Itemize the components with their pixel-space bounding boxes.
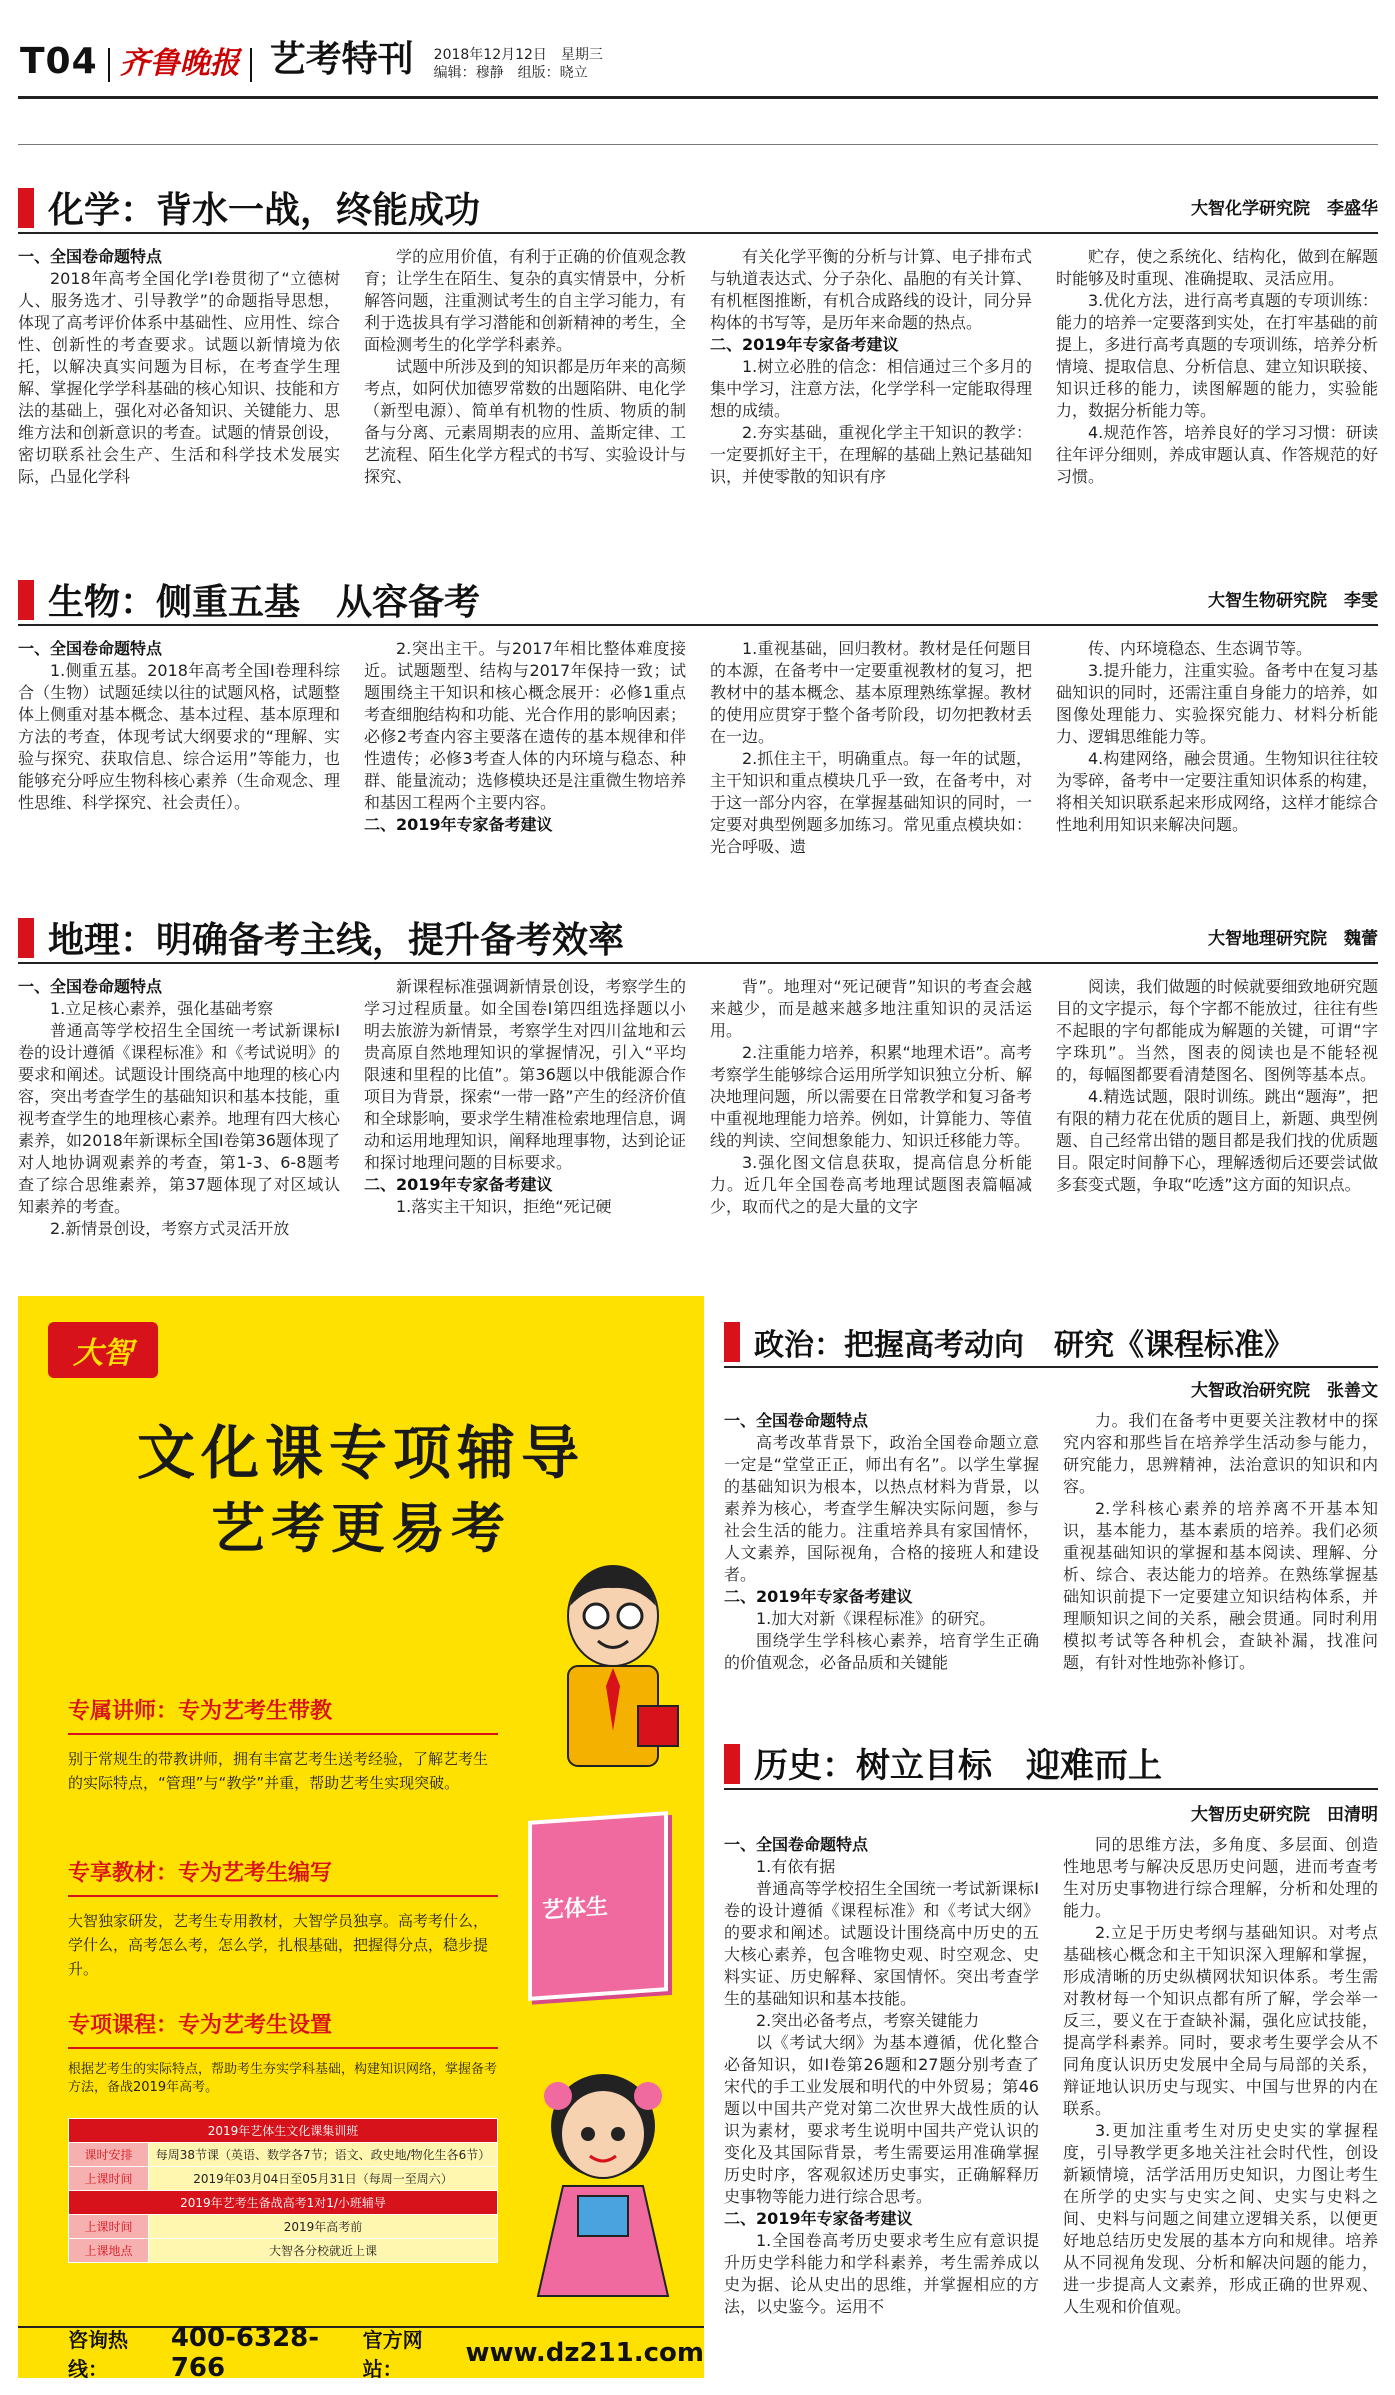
page-header (20, 22, 1375, 82)
subheading: 一、全国卷命题特点 (18, 977, 163, 996)
title-bar (18, 918, 34, 958)
paragraph: 2.突出必备考点，考察关键能力 (756, 2011, 980, 2030)
subheading: 一、全国卷命题特点 (18, 247, 163, 266)
ad-block-teacher (68, 1694, 498, 1795)
header-divider (108, 48, 110, 82)
title-rule (724, 1366, 1378, 1368)
text-column (18, 638, 340, 878)
paragraph: 1.立足核心素养，强化基础考察 (50, 999, 274, 1018)
text-column (364, 976, 686, 1266)
title-bar (18, 580, 34, 620)
text-column (1063, 1410, 1378, 1710)
newspaper-logo: 齐鲁晚报 (119, 46, 240, 81)
paragraph: 1.重视基础，回归教材。教材是任何题目的本源，在备考中一定要重视教材的复习，把教材中的基本概念、基本原理熟练掌握。教材的使用应贯穿于整个备考阶段，切勿把教材丢在一边。 (710, 639, 1032, 746)
ad-headline: 文化课专项辅导 (136, 1419, 585, 1487)
textbook-label: 艺体生 (542, 1894, 609, 1924)
article-history (724, 1744, 1378, 2384)
text-column (1056, 638, 1378, 878)
title-rule (18, 624, 1378, 626)
paragraph: 普通高等学校招生全国统一考试新课标I卷的设计遵循《课程标准》和《考试说明》的要求和阐述。试题设计围绕高中地理的核心内容，突出考查学生的基础知识和基本技能，重视考查学生的地理核心素养。地理有四大核心素养，如2018年新课标全国I卷第36题体现了对人地协调观素养的考查，第1-3、6-8题考查了综合思维素养，第37题体现了对区域认知素养的考查。 (18, 1021, 340, 1216)
text-column (724, 1410, 1039, 1710)
header-subrule (18, 144, 1378, 145)
paragraph: 力。我们在备考中更要关注教材中的探究内容和那些旨在培养学生活动参与能力，研究能力，思辨精神，法治意识的知识和内容。 (1063, 1411, 1378, 1496)
subheading: 二、2019年专家备考建议 (364, 1175, 553, 1194)
table-value: 2019年高考前 (149, 2215, 498, 2239)
website-url: www.dz211.com (465, 2338, 704, 2368)
paragraph: 4.构建网络，融会贯通。生物知识往往较为零碎，备考中一定要注重知识体系的构建，将相关知识联系起来形成网络，这样才能综合性地利用知识来解决问题。 (1056, 749, 1378, 834)
paragraph: 1.树立必胜的信念：相信通过三个多月的集中学习，注意方法，化学学科一定能取得理想的成绩。 (710, 357, 1032, 420)
subheading: 二、2019年专家备考建议 (364, 815, 553, 834)
ad-block-text: 别于常规生的带教讲师，拥有丰富艺考生送考经验，了解艺考生的实际特点，“管理”与“教学”并重，帮助艺考生实现突破。 (68, 1750, 489, 1792)
page-number: T04 (20, 41, 98, 82)
article-body (724, 1410, 1378, 1710)
paragraph: 2.学科核心素养的培养离不开基本知识，基本能力，基本素质的培养。我们必须重视基础知识的掌握和基本阅读、理解、分析、综合、表达能力的培养。在熟练掌握基础知识前提下一定要建立知识结构体系，并理顺知识之间的关系，融会贯通。同时利用模拟考试等各种机会，查缺补漏，找准问题，有针对性地弥补修订。 (1063, 1499, 1378, 1672)
text-column (364, 246, 686, 556)
advertisement (18, 1296, 704, 2378)
paragraph: 2.立足于历史考纲与基础知识。对考点基础核心概念和主干知识深入理解和掌握，形成清晰的历史纵横网状知识体系。考生需对教材每一个知识点都有所了解，学会举一反三，要义在于查缺补漏，强化应试技能，提高学科素养。同时，要求考生要学会从不同角度认识历史发展中全局与局部的关系，辩证地认识历史与现实、中国与世界的内在联系。 (1063, 1923, 1378, 2118)
paragraph: 1.落实主干知识，拒绝“死记硬 (396, 1197, 612, 1216)
article-biology (18, 580, 1378, 880)
ad-block-course (68, 2008, 498, 2097)
title-bar (724, 1744, 740, 1784)
subheading: 二、2019年专家备考建议 (724, 2209, 913, 2228)
paragraph: 3.提升能力，注重实验。备考中在复习基础知识的同时，还需注重自身能力的培养，如图像处理能力、实验探究能力、材料分析能力、逻辑思维能力等。 (1056, 661, 1378, 746)
paragraph: 试题中所涉及到的知识都是历年来的高频考点，如阿伏加德罗常数的出题陷阱、电化学（新型电源）、简单有机物的性质、物质的制备与分离、元素周期表的应用、盖斯定律、工艺流程、陌生化学方程式的书写、实验设计与探究、 (364, 357, 686, 486)
article-body (18, 976, 1378, 1266)
ad-block-title: 专属讲师：专为艺考生带教 (68, 1699, 333, 1724)
text-column (710, 976, 1032, 1266)
paragraph: 2.突出主干。与2017年相比整体难度接近。试题题型、结构与2017年保持一致；试题围绕主干知识和核心概念展开：必修1重点考查细胞结构和功能、光合作用的影响因素；必修2考查内容主要落在遗传的基本规律和伴性遗传；必修3考查人体的内环境与稳态、种群、能量流动；选修模块还是注重微生物培养和基因工程两个主要内容。 (364, 639, 686, 812)
article-politics (724, 1322, 1378, 1722)
article-body (18, 638, 1378, 878)
website-label: 官方网站： (362, 2328, 423, 2378)
ad-block-title: 专享教材：专为艺考生编写 (68, 1861, 333, 1886)
table-value: 每周38节课（英语、数学各7节；语文、政史地/物化生各6节） (149, 2143, 498, 2167)
header-meta (434, 46, 603, 82)
article-chemistry (18, 188, 1378, 558)
issue-date: 2018年12月12日 星期三 (433, 47, 603, 63)
paragraph: 传、内环境稳态、生态调节等。 (1088, 639, 1313, 658)
paragraph: 4.精选试题，限时训练。跳出“题海”，把有限的精力花在优质的题目上，新题、典型例题、自己经常出错的题目都是我们找的优质题目。限定时间静下心，理解透彻后还要尝试做多套变式题，争取“吃透”这方面的知识点。 (1056, 1087, 1378, 1194)
paragraph: 2.夯实基础，重视化学主干知识的教学：一定要抓好主干，在理解的基础上熟记基础知识，并使零散的知识有序 (710, 423, 1032, 486)
table-value: 2019年03月04日至05月31日（每周一至周六） (149, 2167, 498, 2191)
section-title: 艺考特刊 (269, 39, 414, 80)
article-title: 政治：把握高考动向 研究《课程标准》 (754, 1328, 1294, 1363)
paragraph: 贮存，使之系统化、结构化，做到在解题时能够及时重现、准确提取、灵活应用。 (1056, 247, 1378, 288)
paragraph: 2.注重能力培养，积累“地理术语”。高考考察学生能够综合运用所学知识独立分析、解决地理问题，所以需要在日常教学和复习备考中重视地理能力培养。例如，计算能力、等值线的判读、空间想象能力、知识迁移能力等。 (710, 1043, 1032, 1150)
subheading: 一、全国卷命题特点 (18, 639, 163, 658)
ad-block-rule (68, 1733, 498, 1735)
ad-block-text: 根据艺考生的实际特点，帮助考生夯实学科基础，构建知识网络，掌握备考方法，备战2019年高考。 (68, 2062, 498, 2095)
paragraph: 高考改革背景下，政治全国卷命题立意一定是“堂堂正正，师出有名”。以学生掌握的基础知识为根本，以热点材料为背景，以素养为核心，考查学生解决实际问题，参与社会生活的能力。注重培养具有家国情怀，人文素养，国际视角，合格的接班人和建设者。 (724, 1433, 1039, 1584)
course-schedule-table (68, 2118, 498, 2263)
ad-block-rule (68, 1895, 498, 1897)
text-column (1056, 976, 1378, 1266)
subheading: 一、全国卷命题特点 (724, 1411, 869, 1430)
ad-logo: 大智 (48, 1322, 158, 1378)
paragraph: 3.更加注重考生对历史史实的掌握程度，引导教学更多地关注社会时代性，创设新颖情境，活学活用历史知识，力图让考生在所学的史实与史实之间、史实与史料之间、史料与问题之间建立逻辑关系，以便更好地总结历史发展的基本方向和规律。培养从不同视角发现、分析和解决问题的能力，进一步提高人文素养，形成正确的世界观、人生观和价值观。 (1063, 2121, 1378, 2316)
hotline-number: 400-6328-766 (170, 2323, 320, 2378)
article-author: 大智历史研究院 田清明 (1191, 1805, 1378, 1825)
table-header: 2019年艺考生备战高考1对1/小班辅导 (69, 2191, 498, 2215)
table-label: 上课时间 (69, 2167, 149, 2191)
title-rule (724, 1788, 1378, 1790)
paragraph: 2.新情景创设，考察方式灵活开放 (50, 1219, 290, 1238)
paragraph: 学的应用价值，有利于正确的价值观念教育；让学生在陌生、复杂的真实情景中，分析解答问题，注重测试考生的自主学习能力，有利于选拔具有学习潜能和创新精神的考生，全面检测考生的化学学科素养。 (364, 247, 686, 354)
paragraph: 4.规范作答，培养良好的学习习惯：研读往年评分细则，养成审题认真、作答规范的好习惯。 (1056, 423, 1378, 486)
text-column (364, 638, 686, 878)
text-column (18, 976, 340, 1266)
paragraph: 3.强化图文信息获取，提高信息分析能力。近几年全国卷高考地理试题图表篇幅减少，取而代之的是大量的文字 (710, 1153, 1032, 1216)
text-column (1063, 1834, 1378, 2379)
text-column (710, 246, 1032, 556)
paragraph: 2.抓住主干，明确重点。每一年的试题，主干知识和重点模块几乎一致，在备考中，对于这一部分内容，在掌握基础知识的同时，一定要对典型例题多加练习。常见重点模块如：光合呼吸、遗 (710, 749, 1032, 856)
article-title: 生物：侧重五基 从容备考 (48, 582, 481, 623)
paragraph: 2018年高考全国化学I卷贯彻了“立德树人、服务选才、引导教学”的命题指导思想，体现了高考评价体系中基础性、应用性、综合性、创新性的考查要求。试题以新情境为依托，以解决真实问题为目标，在考查学生理解、掌握化学学科基础的核心知识、技能和方法的基础上，强化对必备知识、关键能力、思维方法和创新意识的考查。试题的情景创设，密切联系社会生产、生活和科学技术发展实际，凸显化学科 (18, 269, 340, 486)
textbook-image (528, 1811, 668, 2001)
article-body (18, 246, 1378, 556)
title-bar (724, 1322, 740, 1362)
article-author: 大智生物研究院 李雯 (1208, 591, 1378, 611)
ad-contact-bar (18, 2323, 704, 2378)
table-value: 大智各分校就近上课 (149, 2239, 498, 2263)
article-author: 大智政治研究院 张善文 (1191, 1381, 1378, 1401)
subheading: 一、全国卷命题特点 (724, 1835, 869, 1854)
teacher-cartoon-icon (538, 1556, 688, 1776)
subheading: 二、2019年专家备考建议 (710, 335, 899, 354)
paragraph: 普通高等学校招生全国统一考试新课标I卷的设计遵循《课程标准》和《考试大纲》的要求和阐述。试题设计围绕高中历史的五大核心素养，包含唯物史观、时空观念、史料实证、历史解释、家国情怀。突出考查学生的基础知识和基本技能。 (724, 1879, 1039, 2008)
ad-subheadline: 艺考更易考 (211, 1496, 511, 1560)
table-label: 上课时间 (69, 2215, 149, 2239)
article-title: 历史：树立目标 迎难而上 (754, 1746, 1162, 1786)
article-body (724, 1834, 1378, 2379)
paragraph: 1.全国卷高考历史要求考生应有意识提升历史学科能力和学科素养，考生需养成以史为据、论从史出的思维，并掌握相应的方法，以史鉴今。运用不 (724, 2231, 1039, 2316)
paragraph: 有关化学平衡的分析与计算、电子排布式与轨道表达式、分子杂化、晶胞的有关计算、有机框图推断，有机合成路线的设计，同分异构体的书写等，是历年来命题的热点。 (710, 247, 1032, 332)
hotline-label: 咨询热线： (68, 2328, 128, 2378)
paragraph: 背”。地理对“死记硬背”知识的考查会越来越少，而是越来越多地注重知识的灵活运用。 (710, 977, 1032, 1040)
ad-block-textbook (68, 1856, 498, 1981)
text-column (710, 638, 1032, 878)
header-divider-2 (250, 48, 252, 82)
paragraph: 围绕学生学科核心素养，培育学生正确的价值观念，必备品质和关键能 (724, 1631, 1039, 1672)
header-rule (18, 96, 1378, 99)
table-label: 课时安排 (69, 2143, 149, 2167)
text-column (1056, 246, 1378, 556)
text-column (18, 246, 340, 556)
title-bar (18, 188, 34, 228)
paragraph: 3.优化方法，进行高考真题的专项训练：能力的培养一定要落到实处，在打牢基础的前提上，多进行高考真题的专项训练，培养分析情境、提取信息、分析信息、建立知识联接、知识迁移的能力，读图解题的能力，实验能力，数据分析能力等。 (1056, 291, 1378, 420)
table-header: 2019年艺体生文化课集训班 (69, 2119, 498, 2143)
article-geography (18, 918, 1378, 1268)
subheading: 二、2019年专家备考建议 (724, 1587, 913, 1606)
paragraph: 1.有依有据 (756, 1857, 836, 1876)
paragraph: 以《考试大纲》为基本遵循，优化整合必备知识，如I卷第26题和27题分别考查了宋代的手工业发展和明代的中外贸易；第46题以中国共产党对第二次世界大战性质的认识为素材，要求考生说明中国共产党认识的变化及其国际背景，考生需要运用准确掌握历史时序，客观叙述历史事实，正确解释历史事物等能力进行综合思考。 (724, 2033, 1039, 2206)
title-rule (18, 962, 1378, 964)
editor-credits: 编辑：穆静 组版：晓立 (433, 65, 588, 81)
article-author: 大智地理研究院 魏蕾 (1208, 929, 1378, 949)
article-author: 大智化学研究院 李盛华 (1191, 199, 1378, 219)
paragraph: 同的思维方法，多角度、多层面、创造性地思考与解决反思历史问题，进而考查考生对历史事物进行综合理解，分析和处理的能力。 (1063, 1835, 1378, 1920)
paragraph: 新课程标准强调新情景创设，考察学生的学习过程质量。如全国卷I第四组选择题以小明去旅游为新情景，考察学生对四川盆地和云贵高原自然地理知识的掌握情况，引入“平均限速和里程的比值”。第36题以中俄能源合作项目为背景，探索“一带一路”产生的经济价值和全球影响，要求学生精准检索地理信息，调动和运用地理知识，阐释地理事物，达到论证和探讨地理问题的目标要求。 (364, 977, 686, 1172)
student-cartoon-icon (518, 2056, 688, 2316)
ad-block-text: 大智独家研发，艺考生专用教材，大智学员独享。高考考什么，学什么，高考怎么考，怎么学，扎根基础，把握得分点，稳步提升。 (68, 1912, 489, 1978)
paragraph: 1.侧重五基。2018年高考全国I卷理科综合（生物）试题延续以往的试题风格，试题整体上侧重对基本概念、基本过程、基本原理和方法的考查，体现考试大纲要求的“理解、实验与探究、获取信息、综合运用”等能力，也能够充分呼应生物科核心素养（生命观念、理性思维、科学探究、社会责任）。 (18, 661, 340, 812)
title-rule (18, 232, 1378, 234)
paragraph: 阅读，我们做题的时候就要细致地研究题目的文字提示，每个字都不能放过，往往有些不起眼的字句都能成为解题的关键，可谓“字字珠玑”。当然，图表的阅读也是不能轻视的，每幅图都要看清楚图名、图例等基本点。 (1056, 977, 1378, 1084)
article-title: 地理：明确备考主线，提升备考效率 (48, 920, 625, 961)
article-title: 化学：背水一战，终能成功 (48, 190, 481, 231)
table-label: 上课地点 (69, 2239, 149, 2263)
text-column (724, 1834, 1039, 2379)
ad-block-title: 专项课程：专为艺考生设置 (68, 2013, 333, 2038)
ad-block-rule (68, 2047, 498, 2049)
paragraph: 1.加大对新《课程标准》的研究。 (756, 1609, 996, 1628)
